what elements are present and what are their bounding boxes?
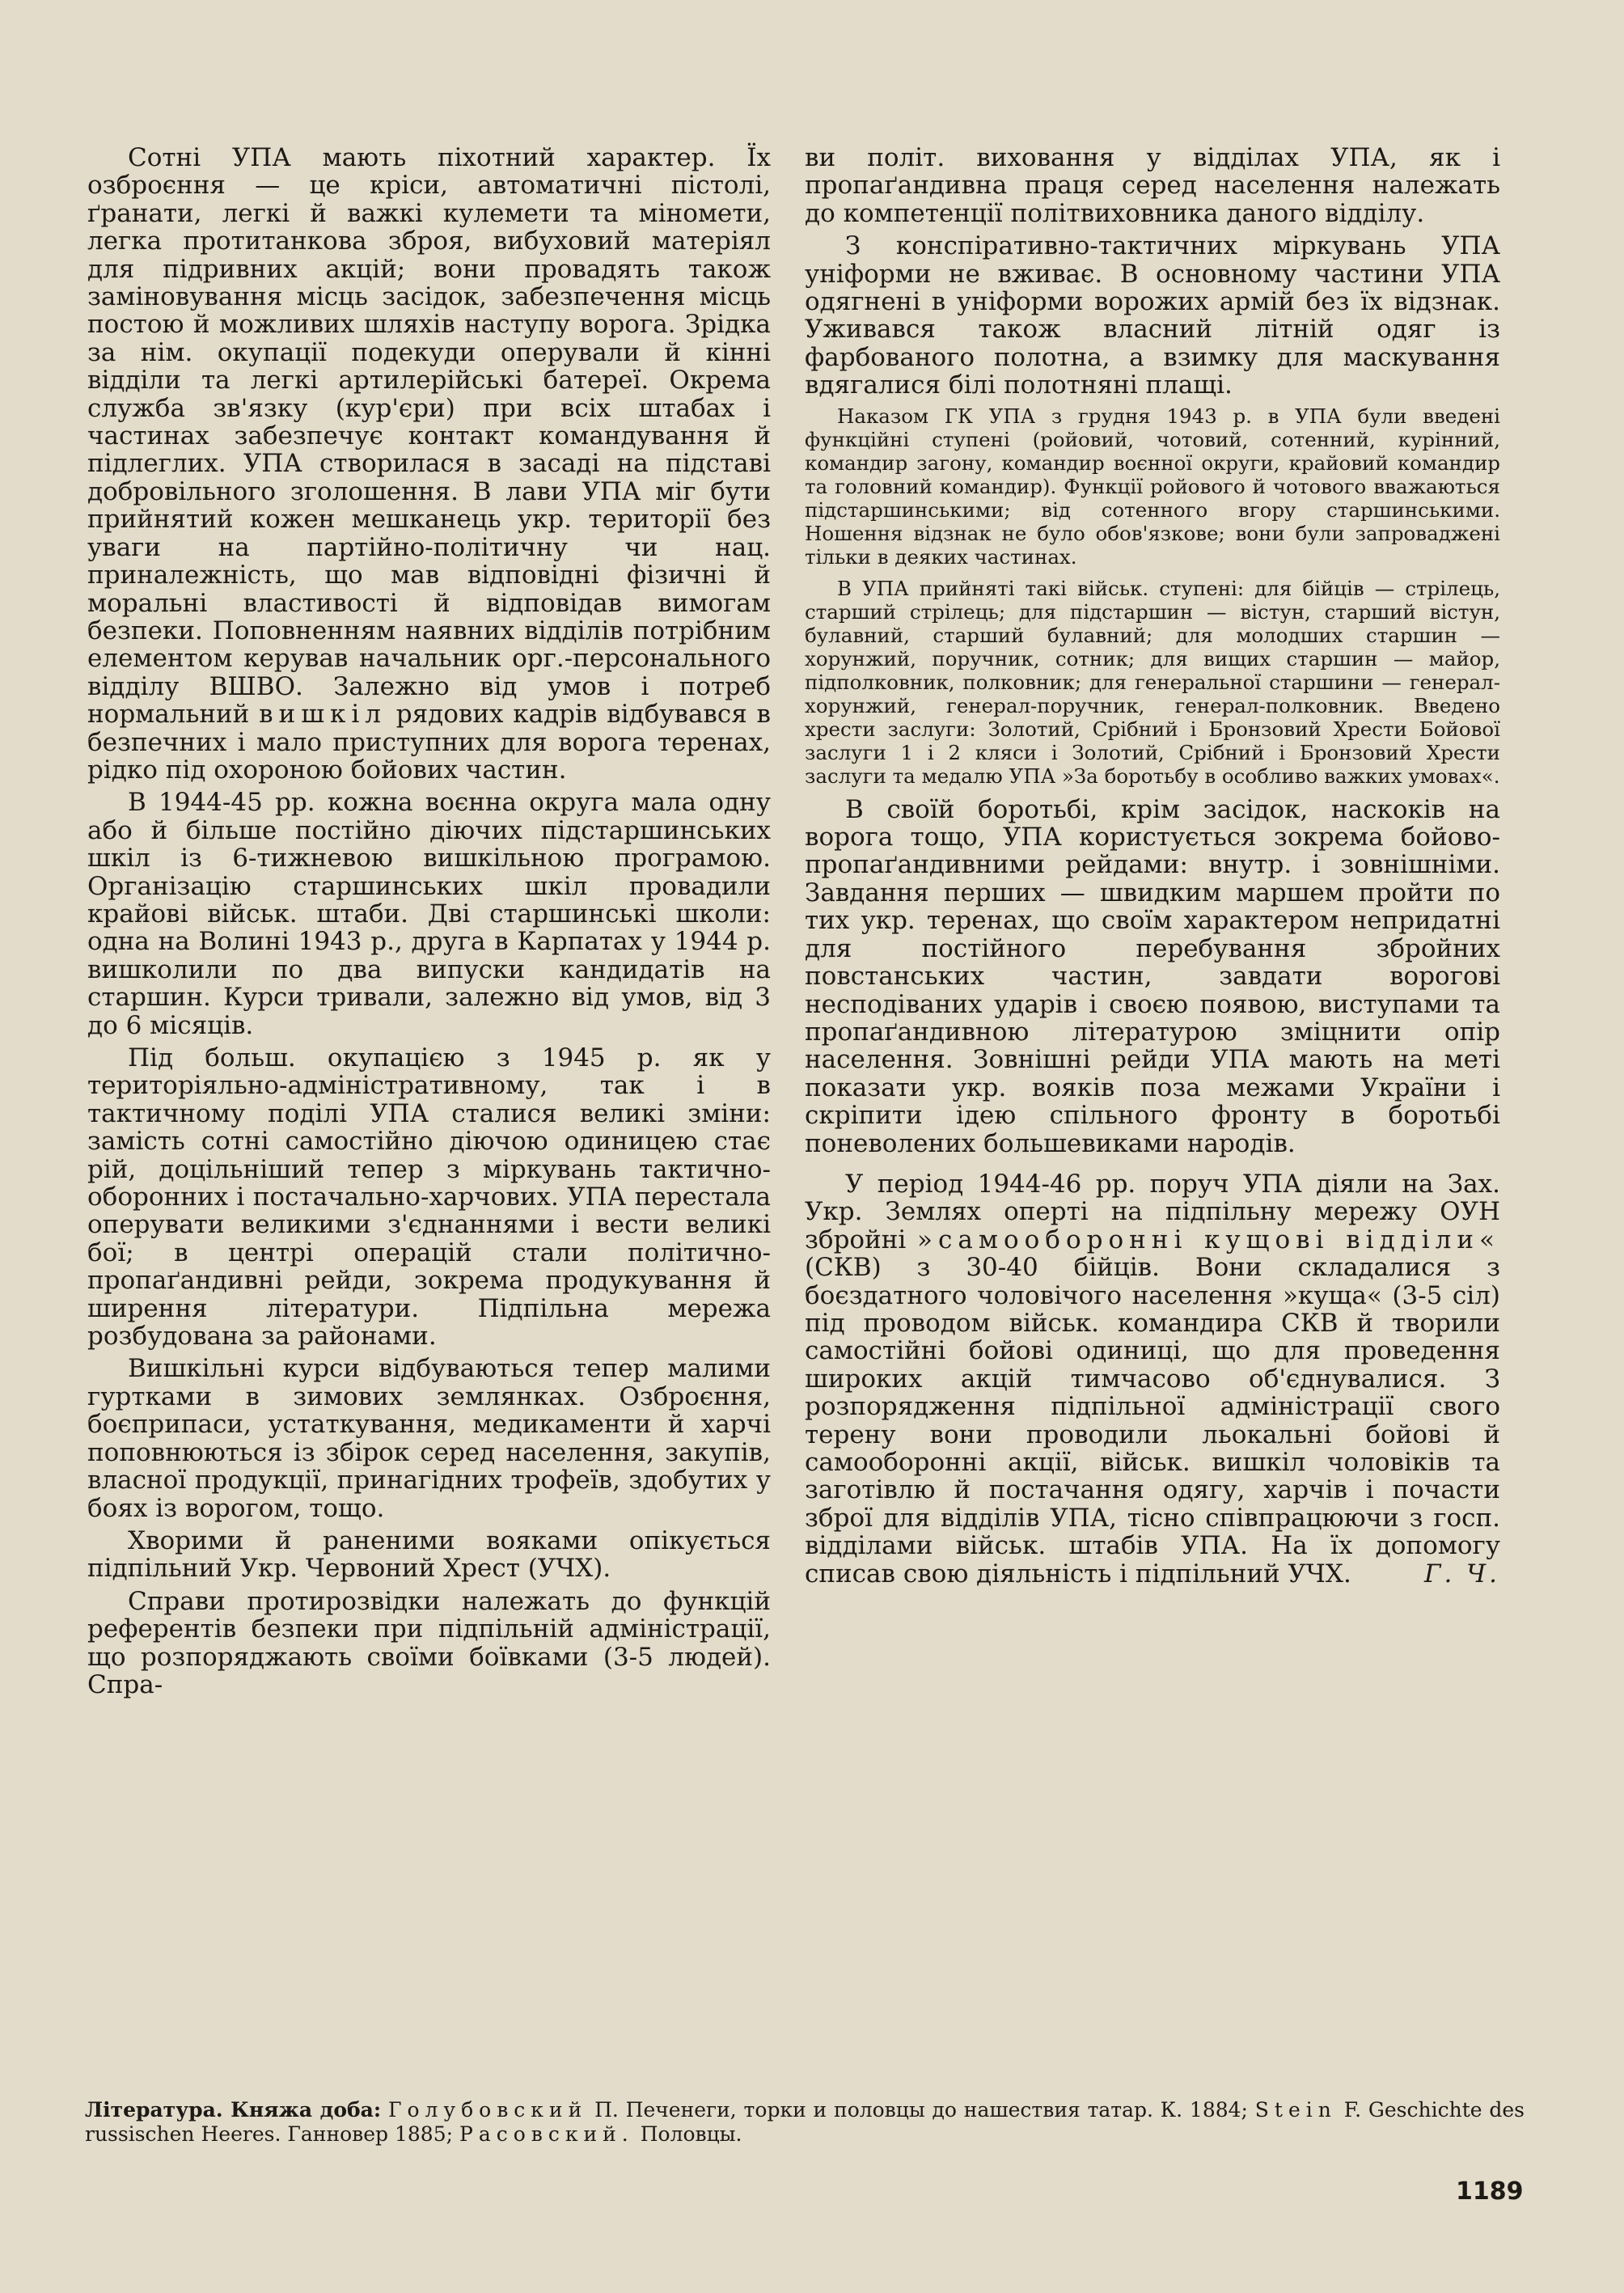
paragraph-political-education: ви політ. виховання у відділах УПА, як і пропаґандивна праця серед населення належать до компетенції політвиховника даного відділу.	[805, 143, 1500, 228]
paragraph-red-cross: Хворими й раненими вояками опікується підпільний Укр. Червоний Хрест (УЧХ).	[87, 1525, 771, 1584]
literature-references	[85, 2098, 1525, 2147]
literature-work: F. Geschichte des russischen Heeres. Ганновер 1885;	[85, 2098, 1525, 2146]
paragraph-uniforms: З конспіративно-тактичних міркувань УПА уніформи не вживає. В основному частини УПА одягнені в уніформи ворожих армій без їх відзнак. Уживався також власний літній одяг із фарбованого полотна, а взимку для маскування вдягалися білі полотняні плащі.	[805, 231, 1500, 400]
left-column	[87, 144, 771, 1703]
paragraph-skv	[805, 1170, 1500, 1588]
paragraph-military-ranks: В УПА прийняті такі військ. ступені: для бійців — стрілець, старший стрілець; для підстаршин — вістун, старший вістун, булавний, старший булавний; для молодших старшин — хорунжий, поручник, сотник; для вищих старшин — майор, підполковник, полковник; для генеральної старшини — генерал-хорунжий, генерал-поручник, генерал-полковник. Введено хрести заслуги: Золотий, Срібний і Бронзовий Хрести Бойової заслуги 1 і 2 кляси і Золотий, Срібний і Бронзовий Хрести заслуги та медалю УПА »За боротьбу в особливо важких умовах«.	[805, 576, 1500, 788]
paragraph-reorganization: Під больш. окупацією з 1945 р. як у територіяльно-адміністративному, так і в тактичному поділі УПА сталися великі зміни: замість сотні самостійно діючою одиницею стає рій, доцільніший тепер з міркувань тактично-оборонних і постачально-харчових. УПА перестала оперувати великими з'єднаннями і вести великі бої; в центрі операцій стали політично-пропаґандивні рейди, зокрема продукування й ширення літератури. Підпільна мережа розбудована за районами.	[87, 1043, 771, 1352]
right-column	[805, 144, 1500, 1593]
spaced-term: вишкіл	[259, 700, 387, 730]
paragraph-text: У період 1944-46 рр. поруч УПА діяли на Зах. Укр. Землях оперті на підпільну мережу ОУН збройні	[805, 1169, 1500, 1254]
paragraph-functional-ranks: Наказом ГК УПА з грудня 1943 р. в УПА були введені функційні ступені (ройовий, чотовий, сотенний, курінний, командир загону, командир воєнної округи, крайовий командир та головний командир). Функції ройового й чотового вважаються підстаршинськими; від сотенного вгору старшинськими. Ношення відзнак не було обов'язкове; вони були запроваджені тільки в деяких частинах.	[805, 404, 1500, 569]
paragraph-text-tail: рядових кадрів відбувався в безпечних і мало приступних для ворога теренах, рідко під охороною бойових частин.	[87, 700, 771, 785]
paragraph-counterintelligence: Справи протирозвідки належать до функцій референтів безпеки при підпільній адміністрації, що розпоряджають своїми боївками (3-5 людей). Спра-	[87, 1586, 771, 1699]
author-signature: Г. Ч.	[1423, 1559, 1500, 1589]
paragraph-raids: В своїй боротьбі, крім засідок, наскоків на ворога тощо, УПА користується зокрема бойово-пропаґандивними рейдами: внутр. і зовнішніми. Завдання перших — швидким маршем пройти по тих укр. теренах, що своїм характером непридатні для постійного перебування збройних повстанських частин, завдати ворогові несподіваних ударів і своєю появою, виступами та пропаґандивною літературою зміцнити опір населення. Зовнішні рейди УПА мають на меті показати укр. вояків поза межами України і скріпити ідею спільного фронту в боротьбі поневолених большевиками народів.	[805, 794, 1500, 1158]
paragraph-training-schools: В 1944-45 рр. кожна воєнна округа мала одну або й більше постійно діючих підстаршинських шкіл із 6-тижневою вишкільною програмою. Організацію старшинських шкіл провадили крайові військ. штаби. Дві старшинські школи: одна на Волині 1943 р., друга в Карпатах у 1944 р. вишколили по два випуски кандидатів на старшин. Курси тривали, залежно від умов, від 3 до 6 місяців.	[87, 788, 771, 1040]
paragraph-courses-supplies: Вишкільні курси відбуваються тепер малими гуртками в зимових землянках. Озброєння, боєприпаси, устаткування, медикаменти й харчі поповнюються із збірок серед населення, закупів, власної продукції, принагідних трофеїв, здобутих у боях із ворогом, тощо.	[87, 1354, 771, 1523]
paragraph-text: Сотні УПА мають піхотний характер. Їх озброєння — це кріси, автоматичні пістолі, ґранати, легкі й важкі кулемети та міномети, легка протитанкова зброя, вибуховий матеріял для підривних акцій; вони провадять також заміновування місць засідок, забезпечення місць постою й можливих шляхів наступу ворога. Зрідка за нім. окупації подекуди оперували й кінні відділи та легкі артилерійські батереї. Окрема служба зв'язку (кур'єри) при всіх штабах і частинах забезпечує контакт командування й підлеглих. УПА створилася в засаді на підставі добровільного зголошення. В лави УПА міг бути прийнятий кожен мешканець укр. території без уваги на партійно-політичну чи нац. приналежність, що мав відповідні фізичні й моральні властивості й відповідав вимогам безпеки. Поповненням наявних відділів потрібним елементом керував начальник орг.-персонального відділу ВШВО. Залежно від умов і потреб нормальний	[87, 143, 771, 730]
literature-work: Половцы.	[633, 2122, 742, 2146]
literature-author: Расовский.	[459, 2122, 634, 2146]
paragraph-upa-sotni	[87, 144, 771, 784]
spaced-term: »самооборонні кущові відділи«	[917, 1225, 1501, 1254]
paragraph-text-tail: (СКВ) з 30-40 бійців. Вони складалися з боєздатного чоловічого населення »куща« (3-5 сіл) під проводом військ. командира СКВ й творили самостійні бойові одиниці, що для проведення широких акцій тимчасово об'єднувалися. З розпорядження підпільної адміністрації свого терену вони проводили льокальні бойові й самооборонні акції, військ. вишкіл чоловіків та заготівлю й постачання одягу, харчів і почасти зброї для відділів УПА, тісно співпрацюючи з госп. відділами військ. штабів УПА. На їх допомогу списав свою діяльність і підпільний УЧХ.	[805, 1253, 1500, 1589]
literature-lead: Література. Княжа доба:	[85, 2098, 382, 2122]
literature-author: Stein	[1254, 2098, 1337, 2122]
page-number: 1189	[1456, 2177, 1524, 2206]
literature-work: П. Печенеги, торки и половцы до нашествия татар. К. 1884;	[587, 2098, 1255, 2122]
literature-author: Голубовский	[387, 2098, 588, 2122]
